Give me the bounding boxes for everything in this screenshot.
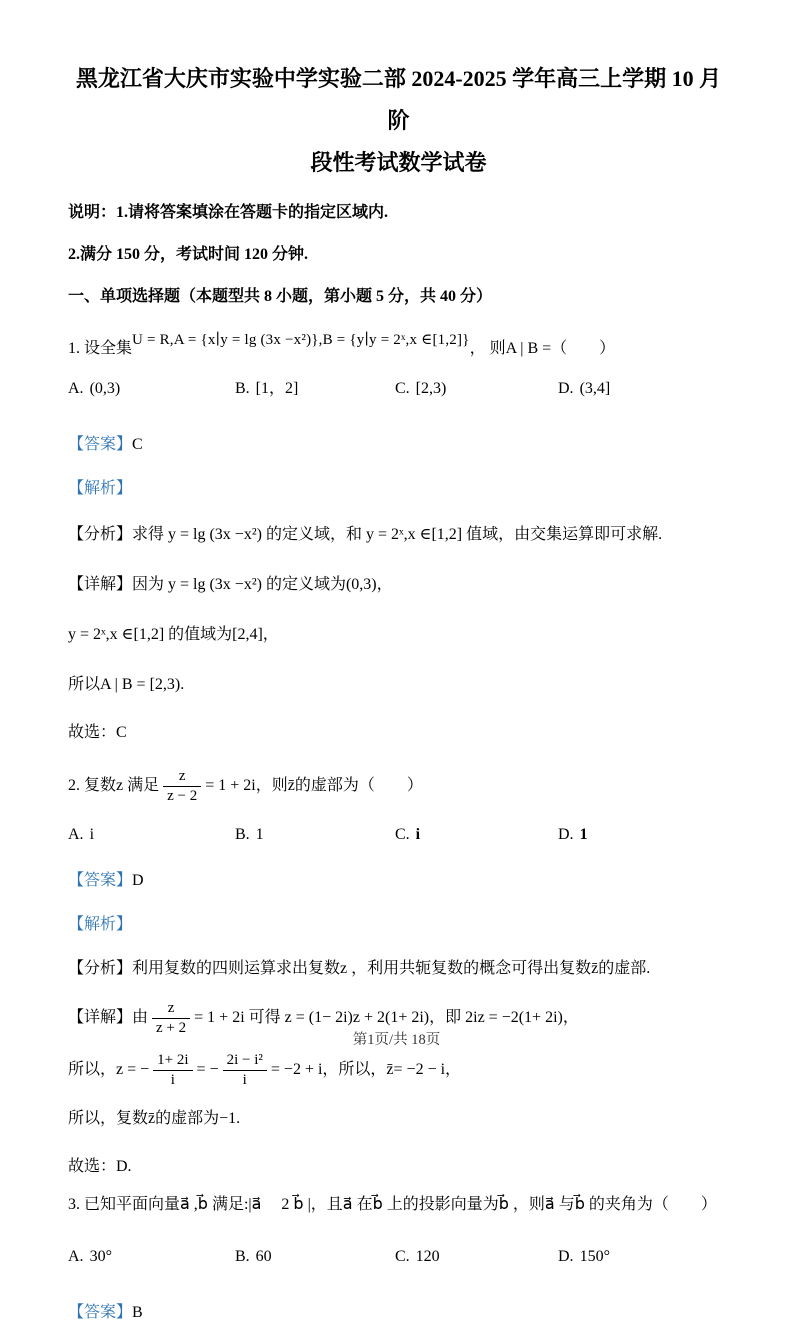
- q2-detail-fraction-2: $\frac{1+ 2i}{i}$: [153, 1051, 192, 1090]
- q1-option-c: C. [2,3): [395, 380, 447, 397]
- q2-option-d: D. 1: [558, 826, 588, 843]
- q1-tail: ， 则A | B =（ ）: [469, 340, 616, 357]
- q2-stem-mid: = 1 + 2i，则: [205, 777, 288, 794]
- q2-option-c: C. i: [395, 826, 421, 843]
- q2-stem-fraction: $\frac{z}{z - 2}$: [163, 767, 201, 806]
- q2-detail-fraction-3: $\frac{\text{2i − i²}}{i}$: [223, 1051, 267, 1090]
- jiexi-tag: 【解析】: [68, 480, 133, 497]
- q2-zbar: z̄: [386, 1061, 394, 1078]
- q2-analysis: 【分析】利用复数的四则运算求出复数z ，利用共轭复数的概念可得出复数z̄的虚部.: [68, 960, 651, 977]
- instructions-line-1: 说明：1.请将答案填涂在答题卡的指定区域内.: [68, 204, 389, 221]
- q1-answer: C: [132, 436, 143, 453]
- q2-choose: 故选：D.: [68, 1158, 132, 1175]
- page-number-footer: 第1页/共 18页: [352, 1032, 441, 1048]
- q3-option-d: D. 150°: [558, 1248, 610, 1265]
- q1-answer-line: [68, 430, 729, 460]
- q1-option-d: D. (3,4]: [558, 380, 611, 397]
- q1-prefix: 1. 设全集: [68, 340, 133, 357]
- q1-choose: 故选：C: [68, 724, 127, 741]
- answer-tag: 【答案】: [68, 1304, 133, 1321]
- q1-detail-2: y = 2ˣ,x ∈[1,2] 的值域为[2,4]，: [68, 626, 279, 643]
- section-heading: 一、单项选择题（本题型共 8 小题，第小题 5 分，共 40 分）: [68, 288, 493, 305]
- q2-detail-1: 【详解】由 $\frac{z}{z + 2}$ = 1 + 2i 可得 z = (1− 2i)z + 2(1+ 2i)，即 2iz = −2(1+ 2i)，: [68, 1000, 579, 1036]
- q1-detail-3: 所以A | B = [2,3).: [68, 676, 185, 693]
- question-2-stem: [68, 760, 729, 812]
- jiexi-tag: 【解析】: [68, 916, 133, 933]
- q2-zbar: z̄: [591, 960, 599, 977]
- q3-option-b: B. 60: [235, 1248, 272, 1265]
- q1-detail-1: 【详解】因为 y = lg (3x −x²) 的定义域为(0,3)，: [68, 576, 393, 593]
- q2-jiexi-line: [68, 910, 729, 940]
- q2-detail-2: 所以，z = − $\frac{1+ 2i}{i}$ = − $\frac{\text{2i − i²}}{i}$ = −2 + i，所以，z̄= −2 − i，: [68, 1052, 462, 1088]
- q1-option-b: B. [1，2]: [235, 380, 299, 397]
- question-1-stem: [68, 332, 729, 366]
- q1-formula: U = R,A = {x∣y = lg (3x −x²)},B = {y∣y = 2ˣ,x ∈[1,2]}: [132, 332, 470, 348]
- title-line-2: 段性考试数学试卷: [310, 150, 487, 175]
- page-title: [68, 58, 729, 184]
- question-3-options: [68, 1242, 729, 1272]
- instructions-line-2: 2.满分 150 分，考试时间 120 分钟.: [68, 246, 309, 263]
- q2-option-b: B. 1: [235, 826, 264, 843]
- q2-prefix: 2. 复数z 满足: [68, 777, 160, 794]
- q2-detail-fraction-1: $\frac{z}{z + 2}$: [152, 999, 190, 1038]
- q2-answer-line: [68, 866, 729, 896]
- q3-answer: B: [132, 1304, 143, 1321]
- question-3-stem: 3. 已知平面向量a⃗ ,b⃗ 满足:|a⃗ 2 b⃗ |，且a⃗ 在b⃗ 上的投影向量为b⃗ ，则a⃗ 与b⃗ 的夹角为（ ）: [68, 1196, 717, 1213]
- q2-stem-tail: 的虚部为（ ）: [294, 777, 423, 794]
- q1-jiexi-line: [68, 474, 729, 504]
- question-2-options: [68, 820, 729, 850]
- q2-zbar: z̄: [287, 777, 295, 794]
- q3-option-c: C. 120: [395, 1248, 440, 1265]
- title-line-1: 黑龙江省大庆市实验中学实验二部 2024-2025 学年高三上学期 10 月阶: [75, 66, 722, 133]
- q2-answer: D: [132, 872, 144, 889]
- q1-analysis: 【分析】求得 y = lg (3x −x²) 的定义域，和 y = 2ˣ,x ∈[1,2] 值域，由交集运算即可求解.: [68, 526, 663, 543]
- q2-zbar: z̄: [148, 1110, 156, 1127]
- answer-tag: 【答案】: [68, 436, 133, 453]
- question-1-options: [68, 374, 729, 404]
- q2-option-a: A. i: [68, 826, 95, 843]
- answer-tag: 【答案】: [68, 872, 133, 889]
- q2-detail-3: 所以，复数z̄的虚部为−1.: [68, 1110, 241, 1127]
- q3-answer-line: [68, 1298, 729, 1328]
- q1-option-a: A. (0,3): [68, 380, 121, 397]
- q3-option-a: A. 30°: [68, 1248, 112, 1265]
